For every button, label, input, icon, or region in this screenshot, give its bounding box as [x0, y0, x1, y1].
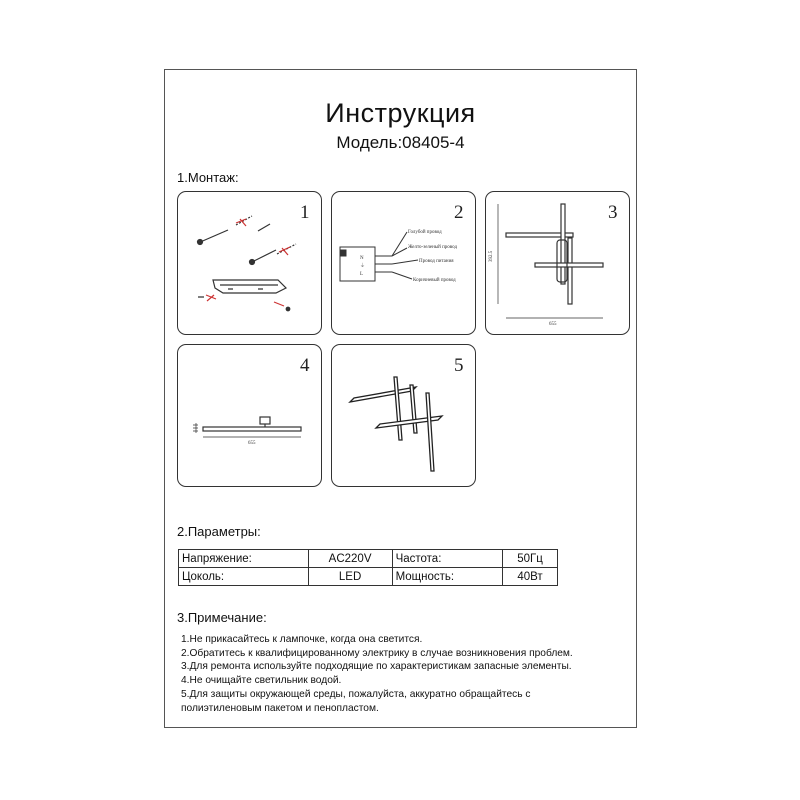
side-width-dimension-label: 655	[248, 441, 256, 446]
wire-label-power: Провод питания	[419, 259, 454, 264]
mounting-step-3-panel	[485, 191, 630, 335]
wire-label-blue: Голубой провод	[408, 230, 442, 235]
wire-label-yellow-green: Желто-зеленый провод	[408, 245, 457, 250]
mounting-step-5-panel	[331, 344, 476, 487]
section-parameters-heading: 2.Параметры:	[177, 524, 261, 539]
page-title: Инструкция	[325, 98, 476, 128]
param-value-frequency: 50Гц	[503, 550, 558, 568]
instruction-sheet	[164, 69, 637, 728]
note-item: полиэтиленовым пакетом и пенопластом.	[181, 702, 379, 714]
parameters-table	[178, 549, 558, 586]
model-number: Модель:08405-4	[336, 133, 465, 152]
param-value-base: LED	[308, 568, 392, 586]
param-label-frequency: Частота:	[392, 550, 502, 568]
section-notes-heading: 3.Примечание:	[177, 610, 267, 625]
terminal-ground-label: ⏚	[360, 264, 366, 269]
note-item: 1.Не прикасайтесь к лампочке, когда она светится.	[181, 634, 423, 645]
table-row	[179, 550, 558, 568]
step-number-3: 3	[608, 202, 618, 223]
note-item: 5.Для защиты окружающей среды, пожалуйста, аккуратно обращайтесь с	[181, 688, 531, 700]
param-label-power: Мощность:	[392, 568, 502, 586]
note-item: 3.Для ремонта используйте подходящие по характеристикам запасные элементы.	[181, 661, 572, 673]
param-label-voltage: Напряжение:	[179, 550, 309, 568]
step-number-2: 2	[454, 202, 464, 223]
width-dimension-label: 655	[549, 322, 557, 327]
terminal-n-label: N	[360, 256, 364, 261]
step-number-1: 1	[300, 202, 310, 223]
table-row	[179, 568, 558, 586]
step-number-4: 4	[300, 355, 310, 376]
section-mounting-heading: 1.Монтаж:	[177, 170, 239, 185]
mounting-step-4-panel	[177, 344, 322, 487]
param-label-base: Цоколь:	[179, 568, 309, 586]
note-item: 4.Не очищайте светильник водой.	[181, 675, 342, 687]
param-value-voltage: AC220V	[308, 550, 392, 568]
notes-list	[181, 633, 573, 715]
mounting-step-1-panel	[177, 191, 322, 335]
height-dimension-label: 392.5	[489, 250, 494, 262]
step-number-5: 5	[454, 355, 464, 376]
terminal-l-label: L	[360, 272, 364, 277]
wire-label-brown: Коричневый провод	[413, 278, 456, 283]
note-item: 2.Обратитесь к квалифицированному электрику в случае возникновения проблем.	[181, 647, 573, 659]
param-value-power: 40Вт	[503, 568, 558, 586]
mounting-step-2-panel	[331, 191, 476, 335]
